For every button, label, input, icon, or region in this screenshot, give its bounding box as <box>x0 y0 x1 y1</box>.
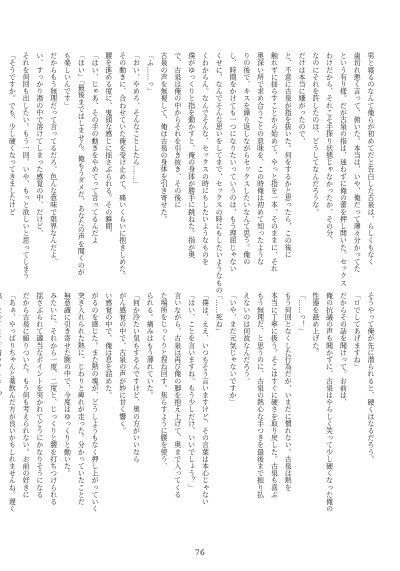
text-line: 「はい」「最後まではしません。俺もうダメだ、あなたの声を聞くのが <box>76 52 85 276</box>
text-line: い、すっかり湯の中で溶けてしまった感覚の中、だけど、 <box>34 52 43 237</box>
upper-text-column <box>7 52 376 294</box>
page-number: 76 <box>194 548 206 557</box>
text-line: 「はい、じゃあ、その手の動きをやめてって言ってるんだよ <box>90 52 99 244</box>
text-line: 奥深い所で求め合うことの意味を、この時俺は初めて知ったような <box>255 52 264 265</box>
text-line: 「……っ！」 <box>297 292 306 335</box>
lower-text-column <box>7 292 376 524</box>
text-line: 「ロでしてあげますね」 <box>352 292 361 371</box>
text-line: も楽しいんです」 <box>62 52 71 109</box>
text-line: 「……死ね」 <box>214 292 223 335</box>
text-line: 「僕は、ええ、いつもそう言いますけど、その言葉は本心じゃない <box>200 292 209 505</box>
text-line: もう無理だ、と思うのに、古泉の熱心な手つきを最後まで振り払 <box>255 292 264 498</box>
text-line: なのにそれを許したのは、どうしてなんだろうな。 <box>310 52 319 216</box>
text-line: がるのを感じた。また熱の塊が、どうしようもなく押し上がっていく <box>90 292 99 513</box>
text-line: くせに、なんでそんな思いをしてまで、セックスの時にもしたいようなもの <box>214 52 223 294</box>
text-line: 揺さぶられて適当なポイントを突かれてどうにかなりそうになる <box>34 292 43 498</box>
text-line: 古泉の声を無視して、俺は古泉の身体を引き寄せた。 <box>159 52 168 223</box>
text-line: 言いながら、古泉は再び俺の脚を抱え上げて、奥まで入ってくる <box>172 292 181 498</box>
text-line: 僕がゆっくりと指を動かすと、俺の身体が勝手に跳ねた。指が奥 <box>186 52 195 258</box>
text-line: で、古泉は俺の中からそれを引き抜き、その後に <box>172 52 181 209</box>
text-line: そうやって俺が先に潜られると、硬くはなるだろう。 <box>366 292 374 463</box>
text-line: それを何回も出したい。もう一回、いや、もっと欲しいと思ってしまう <box>21 52 30 280</box>
text-line: みたいに、それから一度、二度と、じっくりと腰を打ちつけられる <box>48 292 57 505</box>
text-line: だから古泉に縋りついた。もう何も考えられない。お前の好きに <box>21 292 30 498</box>
text-line: 「何か冷たい気もするんですけど、奥の方がいいなら <box>131 292 140 463</box>
text-line: 突き入れられた熱に、じわりと痺れが走った。分かっていたことだ <box>76 292 85 505</box>
text-line: 「ふ……っ」 <box>145 52 154 95</box>
text-line: 無意識に引き寄せた腕の中で、今度はゆっくりと動いた。 <box>62 292 71 477</box>
text-line: い感覚の中で、俺は息を詰めた。 <box>103 292 112 399</box>
text-line: その動きに、合わせていた俺を受け止めて、痛いくらいに抱きしめた。 <box>117 52 126 280</box>
text-line: だけは本当に嫌がったので、 <box>297 52 306 145</box>
text-line: という有り様。だが古泉の指は、迷わずに俺の蕾を押し開いた。セックス <box>338 52 347 287</box>
text-line: 性器を舐め上げた。 <box>310 292 319 356</box>
text-line: がん感覚の中で、古泉の声が妙に甘く響く。 <box>117 292 126 434</box>
text-line: りの後で、キスを繰り返しながらセックスしたいなんて思う。俺の <box>241 52 250 265</box>
text-line: 男と寝るのなんて俺らが初めてだと告白した古泉は、らしくもなく <box>366 52 374 265</box>
text-line: 「あぁ、やっぱりちゃんと薬飲んだ方が良いかもしれませんね。遅く <box>7 292 16 513</box>
text-line: 「いや、まだ元気じゃないですか」 <box>228 292 237 406</box>
text-line: だからその話を聞けって。お前は、 <box>338 292 347 406</box>
text-line: 俺の抗議の声も聞かずに、古泉はやらしく笑って少し硬くなった俺の <box>324 292 333 513</box>
text-line: 本当に丁寧に扱う。そこはすぐに硬さを取り戻した。古泉も喜ぶ <box>269 292 278 498</box>
text-line: 触れずに揺らすことから始めて、やっと指を一本、そのままに、それ <box>269 52 278 273</box>
text-line: 「はい、ことを言いますね。もう少しだけ、いいでしょう？」 <box>186 292 195 491</box>
text-line: わけだから、それこそ手探り状態じゃなかったか、その分、 <box>324 52 333 244</box>
text-line: 歯切れ悪く言って、俯いた。本当は、いや、俺だって薄々分かってた <box>352 52 361 273</box>
text-line: られる。痛みはもう薄れていた。 <box>145 292 154 399</box>
text-line: た場所をじっくりと捏ね回す。焦らすように腰を使う、 <box>159 292 168 470</box>
text-line: 「おい、やめろ、そんなことしたら……」 <box>131 52 140 187</box>
text-line: だからもう無理だって言ってるだろ。色んな意味で限界なんだよ、 <box>48 52 57 265</box>
text-line: と、不意に古泉が指を抜いた。何をするかと思ったら、この後に <box>283 52 292 258</box>
text-line: えないのは何故なんだろう。 <box>241 292 250 385</box>
text-line: くわからん。なんでそんな、セックスの時にもしたいようなものを <box>200 52 209 265</box>
text-line: 腰を進める度に、鬼頭な感じに揺さぶられる。その瞬間、 <box>103 52 112 237</box>
text-line: もう何回となくした行為だが、いまだに慣れない。古泉は熱を <box>283 292 292 491</box>
text-line: し、時間をかけても一つになりたいっていうのは、もう理屈じゃない <box>228 52 237 273</box>
text-line: 「そうですか。でも、少し硬くなってきましたけど <box>7 52 16 216</box>
